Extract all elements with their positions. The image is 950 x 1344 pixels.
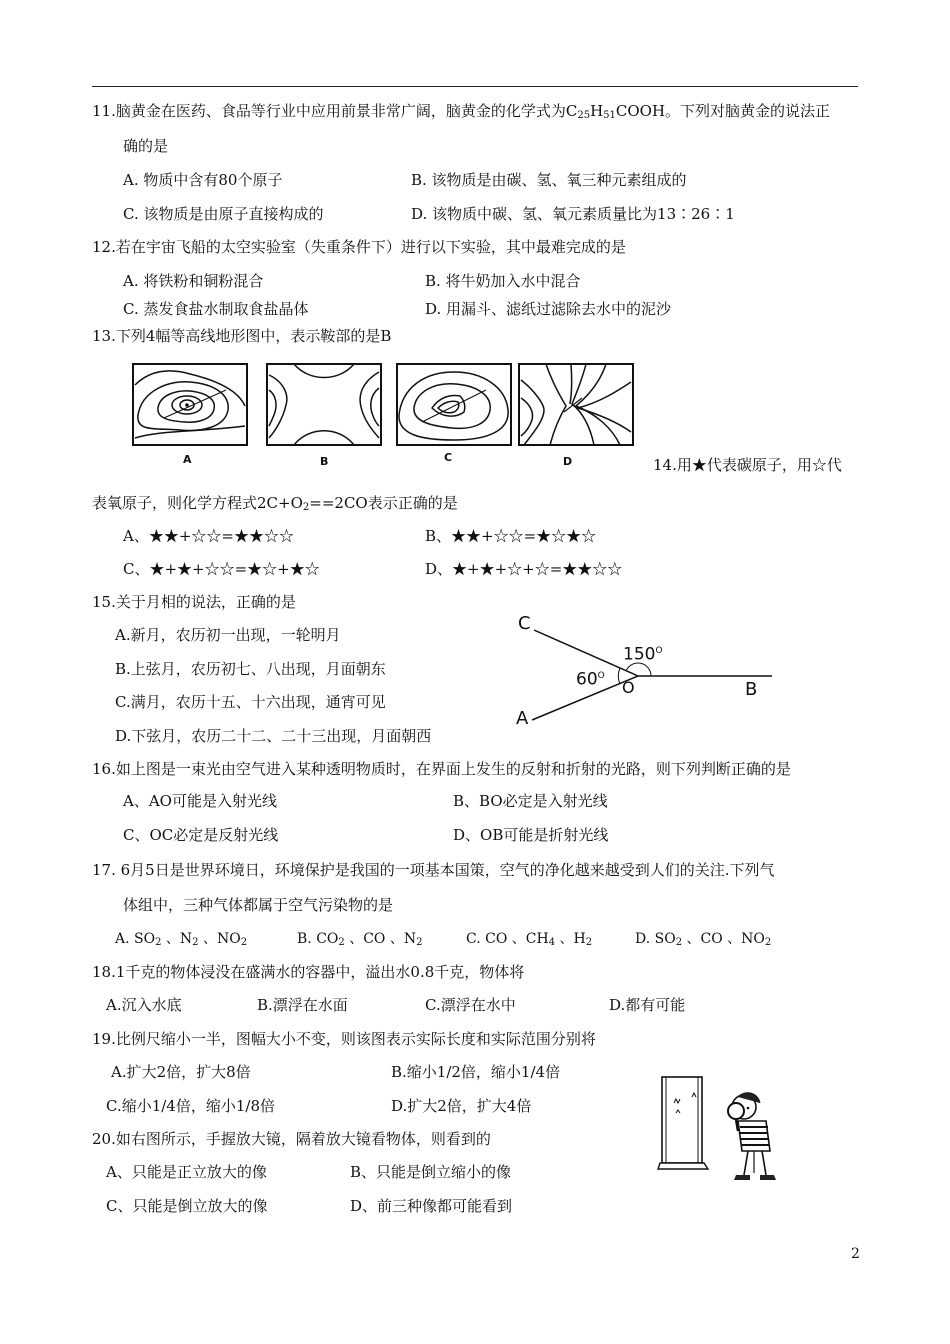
q11-option-a: A. 物质中含有80个原子	[123, 171, 283, 189]
q14-stem-cont: 表氧原子，则化学方程式$2C+O_2==2CO$表示正确的是	[92, 494, 458, 513]
contour-label-b: B	[320, 455, 329, 468]
q19-stem: 19.比例尺缩小一半，图幅大小不变，则该图表示实际长度和实际范围分别将	[92, 1030, 596, 1048]
angle-label-150: $150^O$	[623, 644, 663, 665]
q17-stem-cont: 体组中，三种气体都属于空气污染物的是	[123, 896, 394, 914]
q15-option-a: A.新月，农历初一出现，一轮明月	[115, 626, 341, 644]
q17-option-c: C. CO 、$CH_4$ 、$H_2$	[466, 931, 593, 948]
magnifier-person-illustration	[656, 1073, 786, 1188]
q18-stem: 18.1千克的物体浸没在盛满水的容器中，溢出水0.8千克，物体将	[92, 963, 525, 981]
q16-option-b: B、BO必定是入射光线	[453, 792, 608, 810]
ray-label-o: O	[622, 678, 635, 697]
q13-stem: 13.下列4幅等高线地形图中，表示鞍部的是B	[92, 327, 392, 345]
q14-option-b: B、★★+☆☆=★☆★☆	[425, 527, 597, 545]
contour-map-a	[130, 360, 250, 450]
q12-option-c: C. 蒸发食盐水制取食盐晶体	[123, 300, 309, 318]
q15-option-b: B.上弦月，农历初七、八出现，月面朝东	[115, 660, 386, 678]
light-ray-diagram	[508, 612, 778, 737]
q20-stem: 20.如右图所示，手握放大镜，隔着放大镜看物体，则看到的	[92, 1130, 491, 1148]
q11-stem: 11.脑黄金在医药、食品等行业中应用前景非常广阔，脑黄金的化学式为$C_{25}H_{51}COOH$。下列对脑黄金的说法正	[92, 102, 831, 121]
header-rule	[92, 86, 858, 87]
ray-label-b: B	[745, 679, 758, 700]
angle-label-60: $60^O$	[576, 669, 605, 690]
q12-option-d: D. 用漏斗、滤纸过滤除去水中的泥沙	[425, 300, 672, 318]
q12-option-b: B. 将牛奶加入水中混合	[425, 272, 581, 290]
q16-option-a: A、AO可能是入射光线	[123, 792, 277, 810]
q20-option-d: D、前三种像都可能看到	[350, 1197, 513, 1215]
q20-option-b: B、只能是倒立缩小的像	[350, 1163, 512, 1181]
q15-option-c: C.满月，农历十五、十六出现，通宵可见	[115, 693, 386, 711]
contour-map-d	[516, 360, 636, 450]
q12-option-a: A. 将铁粉和铜粉混合	[123, 272, 264, 290]
q11-stem-cont: 确的是	[123, 137, 169, 155]
q16-stem: 16.如上图是一束光由空气进入某种透明物质时，在界面上发生的反射和折射的光路，则下列判断正确的是	[92, 760, 791, 778]
q19-option-d: D.扩大2倍，扩大4倍	[391, 1097, 532, 1115]
contour-map-b	[264, 360, 384, 450]
q14-option-d: D、★+★+☆+☆=★★☆☆	[425, 560, 623, 578]
q17-option-a: A. $SO_2$ 、$N_2$ 、$NO_2$	[115, 931, 248, 948]
q17-option-d: D. $SO_2$ 、CO 、$NO_2$	[635, 931, 772, 948]
contour-label-d: D	[563, 455, 573, 468]
q17-option-b: B. $CO_2$ 、CO 、$N_2$	[297, 931, 423, 948]
q16-option-d: D、OB可能是折射光线	[453, 826, 609, 844]
q17-stem: 17. 6月5日是世界环境日，环境保护是我国的一项基本国策，空气的净化越来越受到人们的关注.下列气	[92, 861, 775, 879]
page-number: 2	[851, 1246, 860, 1262]
q18-option-b: B.漂浮在水面	[257, 996, 348, 1014]
q15-stem: 15.关于月相的说法，正确的是	[92, 593, 296, 611]
q14-stem: 14.用★代表碳原子，用☆代	[653, 456, 842, 474]
contour-map-c	[394, 360, 514, 450]
q20-option-c: C、只能是倒立放大的像	[106, 1197, 268, 1215]
q19-option-b: B.缩小1/2倍，缩小1/4倍	[391, 1063, 561, 1081]
q11-option-c: C. 该物质是由原子直接构成的	[123, 205, 324, 223]
q19-option-a: A.扩大2倍，扩大8倍	[111, 1063, 251, 1081]
q11-option-b: B. 该物质是由碳、氢、氧三种元素组成的	[411, 171, 687, 189]
ray-label-a: A	[516, 708, 529, 729]
q19-option-c: C.缩小1/4倍，缩小1/8倍	[106, 1097, 275, 1115]
q11-option-d: D. 该物质中碳、氢、氧元素质量比为13∶26∶1	[411, 205, 735, 223]
contour-label-c: C	[444, 451, 453, 464]
q14-option-c: C、★+★+☆☆=★☆+★☆	[123, 560, 320, 578]
q15-option-d: D.下弦月，农历二十二、二十三出现，月面朝西	[115, 727, 432, 745]
q18-option-a: A.沉入水底	[106, 996, 182, 1014]
q12-stem: 12.若在宇宙飞船的太空实验室（失重条件下）进行以下实验，其中最难完成的是	[92, 238, 626, 256]
q14-option-a: A、★★+☆☆=★★☆☆	[123, 527, 294, 545]
contour-label-a: A	[183, 453, 192, 466]
ray-label-c: C	[518, 613, 531, 634]
q18-option-d: D.都有可能	[609, 996, 686, 1014]
q16-option-c: C、OC必定是反射光线	[123, 826, 279, 844]
q20-option-a: A、只能是正立放大的像	[106, 1163, 267, 1181]
q18-option-c: C.漂浮在水中	[425, 996, 516, 1014]
